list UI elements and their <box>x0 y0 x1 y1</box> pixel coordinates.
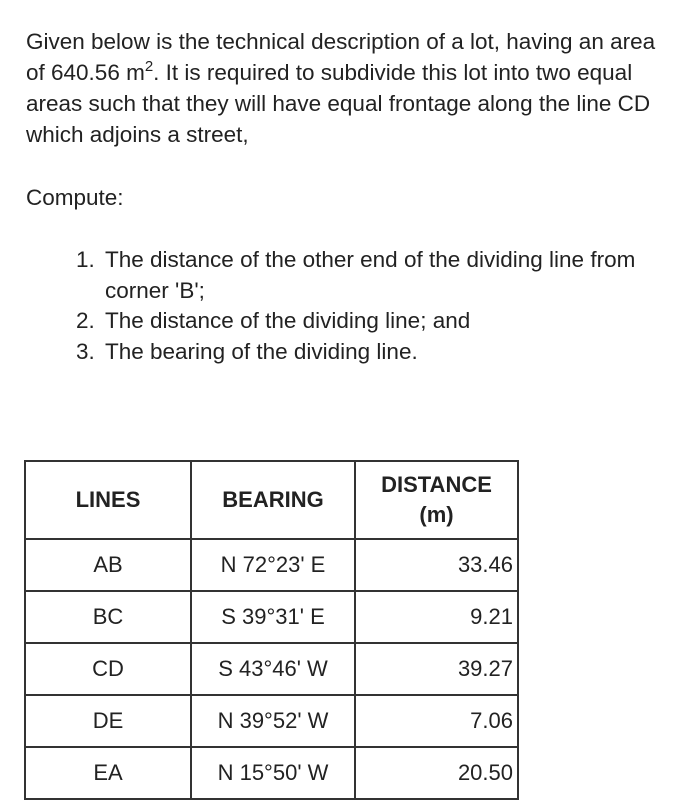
task-number: 2. <box>76 308 95 333</box>
cell-distance: 33.46 <box>355 539 518 591</box>
intro-text-before: Given below is the technical description of a lot, having an area of 640.56 m <box>26 29 656 85</box>
cell-line: AB <box>25 539 191 591</box>
cell-distance: 20.50 <box>355 747 518 799</box>
task-item <box>76 306 666 337</box>
cell-bearing: N 15°50' W <box>191 747 355 799</box>
table-row <box>25 539 518 591</box>
header-distance <box>355 461 518 539</box>
task-item <box>76 245 666 306</box>
task-number: 3. <box>76 338 95 364</box>
table-header-row <box>25 461 518 539</box>
table-row <box>25 643 518 695</box>
task-number: 1. <box>76 247 95 272</box>
intro-text-after: . It is required to subdivide this lot into two equal areas such that they will have equal frontage along the line CD which adjoins a street, <box>26 60 651 147</box>
cell-line: DE <box>25 695 191 747</box>
table-row <box>25 747 518 799</box>
cell-line: CD <box>25 643 191 695</box>
cell-line: EA <box>25 747 191 799</box>
task-list <box>76 245 666 367</box>
cell-distance: 39.27 <box>355 643 518 695</box>
task-text: The distance of the dividing line; and <box>105 308 471 333</box>
cell-bearing: S 43°46' W <box>191 643 355 695</box>
area-exponent: 2 <box>144 57 154 75</box>
task-text: The bearing of the dividing line. <box>105 338 418 364</box>
compute-label: Compute: <box>26 185 124 210</box>
table-row <box>25 591 518 643</box>
task-item <box>76 337 666 368</box>
cell-distance: 7.06 <box>355 695 518 747</box>
cell-bearing: S 39°31' E <box>191 591 355 643</box>
problem-statement <box>26 26 666 150</box>
header-lines: LINES <box>25 461 191 539</box>
task-text: The distance of the other end of the dividing line from corner 'B'; <box>105 247 636 303</box>
cell-bearing: N 72°23' E <box>191 539 355 591</box>
cell-bearing: N 39°52' W <box>191 695 355 747</box>
technical-description-table <box>24 460 519 800</box>
header-bearing: BEARING <box>191 461 355 539</box>
header-distance-label: DISTANCE <box>381 472 492 497</box>
table-row <box>25 695 518 747</box>
header-distance-unit: (m) <box>419 502 454 527</box>
cell-line: BC <box>25 591 191 643</box>
cell-distance: 9.21 <box>355 591 518 643</box>
